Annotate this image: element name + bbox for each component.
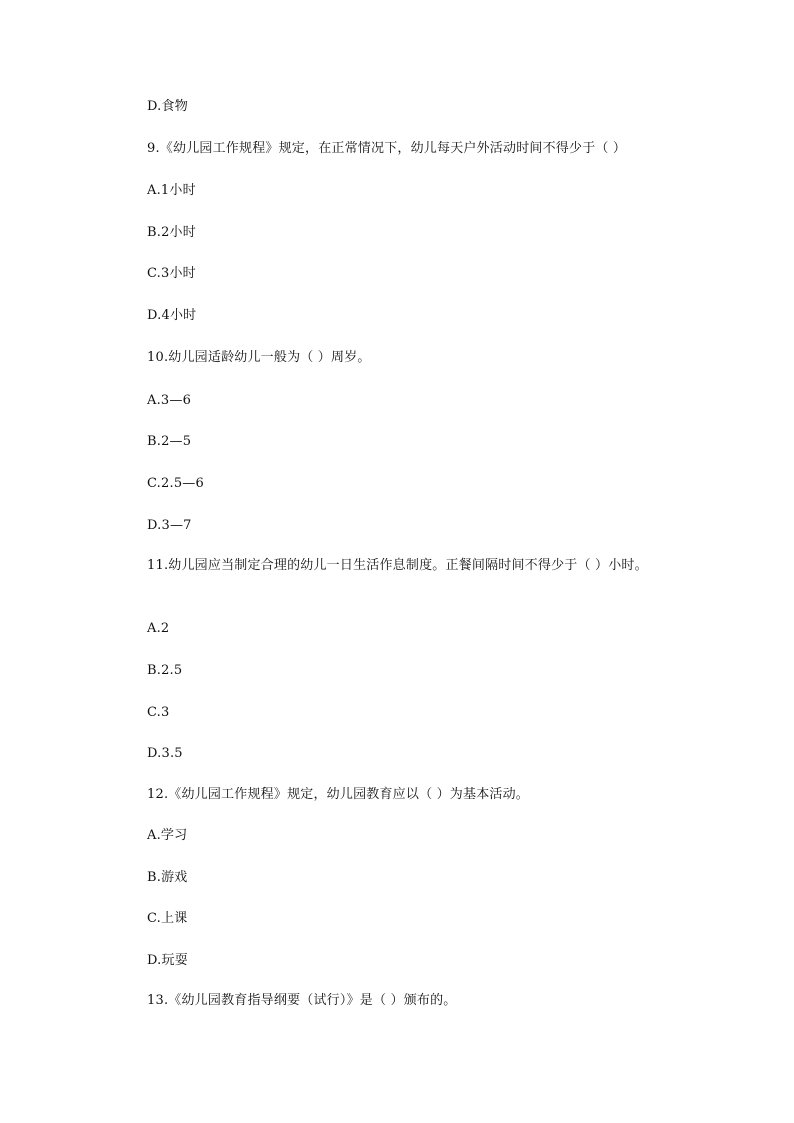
q13-question: 13.《幼儿园教育指导纲要（试行）》是（ ）颁布的。: [147, 993, 457, 1008]
q9-option-b: B.2小时: [147, 225, 196, 240]
q12-option-b: B.游戏: [147, 870, 188, 885]
q11-option-d: D.3.5: [147, 746, 183, 761]
q10-option-a: A.3—6: [147, 393, 192, 408]
q12-option-c: C.上课: [147, 911, 188, 926]
q9-question: 9.《幼儿园工作规程》规定，在正常情况下，幼儿每天户外活动时间不得少于（ ）: [147, 141, 627, 156]
q10-option-d: D.3—7: [147, 518, 192, 533]
q10-option-c: C.2.5—6: [147, 476, 204, 491]
q10-option-b: B.2—5: [147, 434, 192, 449]
q11-option-c: C.3: [147, 705, 170, 720]
q12-option-d: D.玩耍: [147, 953, 188, 968]
q9-option-a: A.1小时: [147, 183, 196, 198]
q12-option-a: A.学习: [147, 828, 188, 843]
q10-question: 10.幼儿园适龄幼儿一般为（ ）周岁。: [147, 350, 371, 365]
q11-option-b: B.2.5: [147, 663, 183, 678]
q11-question: 11.幼儿园应当制定合理的幼儿一日生活作息制度。正餐间隔时间不得少于（ ）小时。: [147, 558, 648, 573]
q12-question: 12.《幼儿园工作规程》规定，幼儿园教育应以（ ）为基本活动。: [147, 787, 530, 802]
q11-option-a: A.2: [147, 621, 170, 636]
q9-option-d: D.4小时: [147, 308, 197, 323]
q8-option-d: D.食物: [147, 99, 188, 114]
q9-option-c: C.3小时: [147, 266, 196, 281]
